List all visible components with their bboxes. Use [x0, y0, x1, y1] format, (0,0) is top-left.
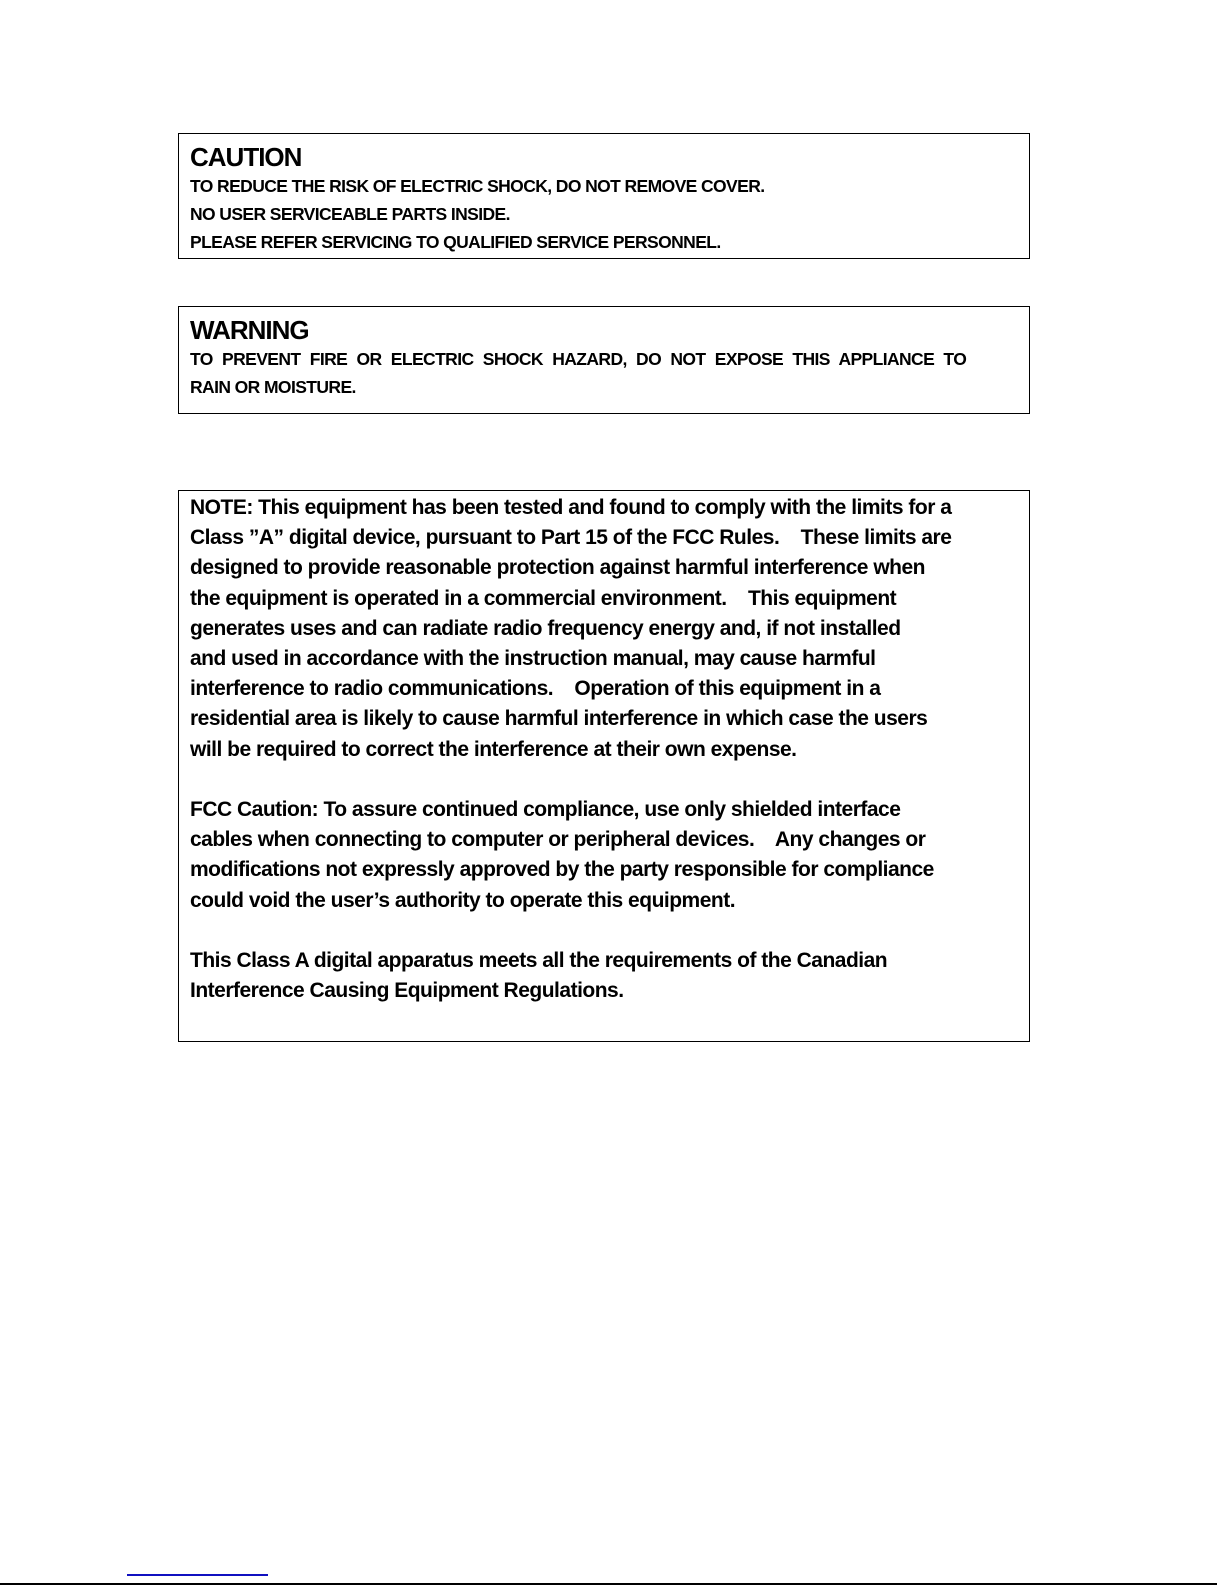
notice-line: This Class A digital apparatus meets all the requirements of the Canadian	[190, 949, 888, 973]
notice-line: designed to provide reasonable protection against harmful interference when	[190, 556, 925, 580]
notice-line: residential area is likely to cause harmful interference in which case the users	[190, 707, 928, 731]
notice-line: will be required to correct the interference at their own expense.	[190, 737, 797, 761]
notice-line: the equipment is operated in a commercial environment. This equipment	[190, 586, 897, 610]
notice-line: NOTE: This equipment has been tested and found to comply with the limits for a	[190, 496, 952, 519]
caution-line: PLEASE REFER SERVICING TO QUALIFIED SERVICE PERSONNEL.	[190, 232, 721, 252]
fcc-notice-box	[178, 490, 1030, 1042]
notice-line: Interference Causing Equipment Regulations.	[190, 979, 624, 1003]
notice-line: FCC Caution: To assure continued compliance, use only shielded interface	[190, 798, 901, 822]
notice-line: modifications not expressly approved by the party responsible for compliance	[190, 858, 934, 882]
caution-line: NO USER SERVICEABLE PARTS INSIDE.	[190, 204, 510, 224]
warning-line: TO PREVENT FIRE OR ELECTRIC SHOCK HAZARD, DO NOT EXPOSE THIS APPLIANCE TO	[190, 349, 967, 369]
notice-line: interference to radio communications. Operation of this equipment in a	[190, 677, 881, 701]
footer-link-underline[interactable]	[127, 1574, 268, 1576]
notice-line: generates uses and can radiate radio frequency energy and, if not installed	[190, 616, 901, 640]
caution-box	[178, 133, 1030, 259]
paragraph-gap	[190, 916, 1019, 946]
canada-compliance-paragraph	[190, 946, 1019, 1006]
warning-line: RAIN OR MOISTURE.	[190, 377, 356, 397]
caution-line: TO REDUCE THE RISK OF ELECTRIC SHOCK, DO NOT REMOVE COVER.	[190, 176, 765, 196]
notice-line: could void the user’s authority to operate this equipment.	[190, 888, 736, 912]
caution-title: CAUTION	[190, 142, 302, 172]
warning-box	[178, 306, 1030, 414]
notice-line: cables when connecting to computer or peripheral devices. Any changes or	[190, 828, 926, 852]
notice-line: and used in accordance with the instruction manual, may cause harmful	[190, 647, 876, 671]
fcc-caution-paragraph	[190, 795, 1019, 916]
paragraph-gap	[190, 765, 1019, 795]
fcc-note-paragraph	[190, 493, 1019, 765]
warning-title: WARNING	[190, 315, 309, 345]
notice-line: Class ”A” digital device, pursuant to Part 15 of the FCC Rules. These limits are	[190, 526, 952, 550]
